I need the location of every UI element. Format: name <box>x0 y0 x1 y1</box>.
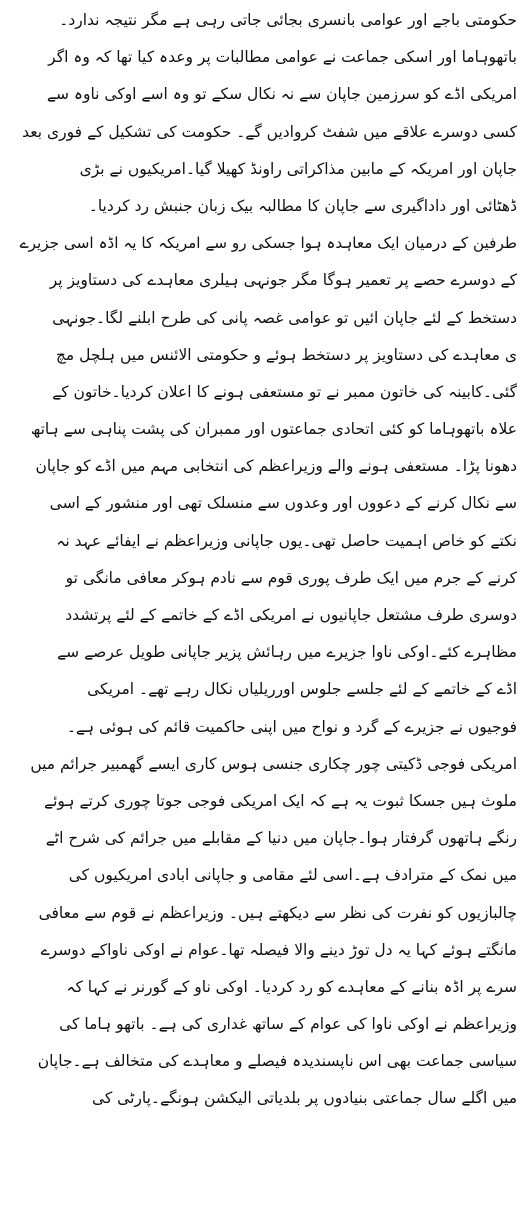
text-line: دھونا پڑا۔ مستعفی ہونے والے وزیراعظم کی انتخابی مہم میں اڈے کو جاپان <box>35 457 517 476</box>
text-line: دستخط کے لئے جاپان ائیں تو عوامی غصہ پانی کی طرح ابلنے لگا۔جونہی <box>52 308 517 327</box>
text-line: حکومتی باجے اور عوامی بانسری بجائی جاتی رہی ہے مگر نتیجہ ندارد۔ <box>59 11 517 29</box>
text-line: میں اگلے سال جماعتی بنیادوں پر بلدیاتی الیکشن ہونگے۔پارٹی کی <box>91 1089 517 1108</box>
text-line: نکتے کو خاص اہمیت حاصل تھی۔یوں جاپانی وزیراعظم نے ایفائے عہد نہ <box>56 531 517 550</box>
text-line: ڈھٹائی اور داداگیری سے جاپان کا مطالبہ بیک زبان جنبش رد کردیا۔ <box>88 196 517 215</box>
text-line: علاہ باتھوہاما کو کئی اتحادی جماعتوں اور ممبران کی پشت پناہی سے ہاتھ <box>30 420 517 439</box>
text-line: میں نمک کے مترادف ہے۔اسی لئے مقامی و جاپانی ابادی امریکیوں کی <box>68 866 517 885</box>
text-line: ملوث ہیں جسکا ثبوت یہ ہے کہ ایک امریکی فوجی جوتا چوری کرتے ہوئے <box>44 791 517 810</box>
text-line: سیاسی جماعت بھی اس ناپسندیدہ فیصلے و معاہدے کی متخالف ہے۔جاپان <box>37 1052 517 1071</box>
text-line: گئی۔کابینہ کی خاتون ممبر نے تو مستعفی ہونے کا اعلان کردیا۔خاتون کے <box>52 382 517 401</box>
text-line: سرے پر اڈہ بنانے کے معاہدے کو رد کردیا۔ اوکی ناو کے گورنر نے کہا کہ <box>66 977 517 996</box>
text-line: جاپان اور امریکہ کے مابین مذاکراتی راونڈ کھیلا گیا۔امریکیوں نے بڑی <box>79 159 517 178</box>
text-line: کرنے کے جرم میں ایک طرف پوری قوم سے نادم ہوکر معافی مانگی تو <box>65 568 517 587</box>
text-line: سے نکال کرنے کے دعووں اور وعدوں سے منسلک تھی اور منشور کے اسی <box>49 494 517 513</box>
text-line: ی معاہدے کی دستاویز پر دستخط ہوئے و حکومتی الائنس میں ہلچل مچ <box>55 345 517 364</box>
text-line: امریکی فوجی ڈکیتی چور چکاری جنسی ہوس کاری ایسے گھمبیر جرائم میں <box>30 754 517 773</box>
text-line: وزیراعظم نے اوکی ناوا کی عوام کے ساتھ غداری کی ہے۔ باتھو ہاما کی <box>59 1015 517 1034</box>
text-line: امریکی اڈے کو سرزمین جاپان سے نہ نکال سکے تو وہ اسے اوکی ناوہ سے <box>46 85 517 104</box>
text-line: اڈے کے خاتمے کے لئے جلسے جلوس اورریلیاں نکال رہے تھے۔ امریکی <box>87 680 517 699</box>
text-line: چالبازیوں کو نفرت کی نظر سے دیکھتے ہیں۔ وزیراعظم نے قوم سے معافی <box>38 903 517 922</box>
text-line: فوجیوں نے جزیرے کے گرد و نواح میں اپنی حاکمیت قائم کی ہوئی ہے۔ <box>66 717 517 736</box>
text-line: مانگتے ہوئے کہا یہ دل توڑ دینے والا فیصلہ تھا۔عوام نے اوکی ناواکے دوسرے <box>40 940 517 959</box>
text-line: کسی دوسرے علاقے میں شفٹ کروادیں گے۔ حکومت کی تشکیل کے فوری بعد <box>22 122 517 141</box>
text-line: باتھوہاما اور اسکی جماعت نے عوامی مطالبات پر وعدہ کیا تھا کہ وہ اگر <box>48 48 517 67</box>
text-line: رنگے ہاتھوں گرفتار ہوا۔جاپان میں دنیا کے مقابلے میں جرائم کی شرح اٹے <box>45 829 517 848</box>
text-line: طرفین کے درمیان ایک معاہدہ ہوا جسکی رو سے امریکہ کا یہ اڈہ اسی جزیرے <box>19 234 517 253</box>
text-line: مظاہرے کئے۔اوکی ناوا جزیرے میں رہائش پزیر جاپانی طویل عرصے سے <box>57 643 517 662</box>
text-line: کے دوسرے حصے پر تعمیر ہوگا مگر جونہی ہیلری معاہدے کی دستاویز پر <box>49 271 517 290</box>
text-line: دوسری طرف مشتعل جاپانیوں نے امریکی اڈے کے خاتمے کے لئے پرتشدد <box>65 606 517 624</box>
